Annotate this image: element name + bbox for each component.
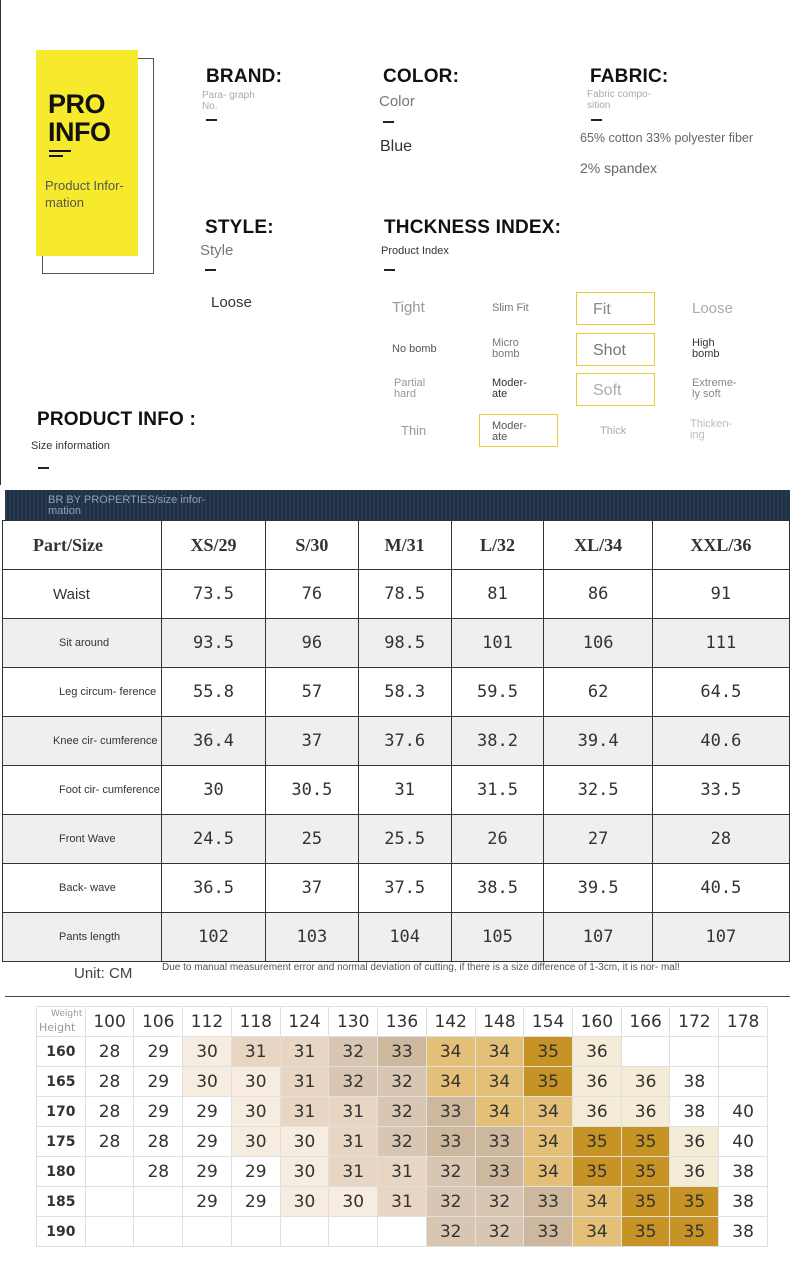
weight-header-cell: 118	[231, 1007, 280, 1037]
thickness-tight: Tight	[392, 299, 425, 316]
size-cell: 31	[358, 766, 451, 815]
pro-info-box	[36, 50, 138, 256]
size-cell: 93.5	[162, 619, 266, 668]
size-recommendation-cell: 40	[719, 1097, 768, 1127]
wh-row	[37, 1097, 768, 1127]
size-cell: 62	[544, 668, 652, 717]
size-recommendation-cell: 32	[475, 1187, 524, 1217]
size-cell: 107	[544, 913, 652, 962]
size-recommendation-cell: 30	[280, 1157, 329, 1187]
header-cell: S/30	[265, 521, 358, 570]
size-cell: 105	[451, 913, 544, 962]
product-info-dash	[38, 467, 49, 469]
size-recommendation-cell: 28	[85, 1127, 134, 1157]
size-recommendation-cell: 38	[670, 1097, 719, 1127]
size-recommendation-cell: 36	[573, 1037, 622, 1067]
size-cell: 36.4	[162, 717, 266, 766]
size-cell: 76	[265, 570, 358, 619]
fabric-dash	[591, 119, 602, 121]
weight-header-cell: 112	[183, 1007, 232, 1037]
size-recommendation-cell	[85, 1217, 134, 1247]
weight-header-cell: 172	[670, 1007, 719, 1037]
part-label: Leg circum- ference	[3, 668, 162, 717]
size-recommendation-cell: 28	[85, 1037, 134, 1067]
size-cell: 24.5	[162, 815, 266, 864]
size-recommendation-cell: 28	[85, 1067, 134, 1097]
header-cell: L/32	[451, 521, 544, 570]
part-label: Sit around	[3, 619, 162, 668]
color-label: COLOR:	[383, 66, 460, 87]
thickness-extremely-soft: Extreme- ly soft	[692, 377, 737, 400]
thickness-moderate2-box	[479, 414, 558, 447]
size-recommendation-cell: 34	[524, 1097, 573, 1127]
weight-height-table	[36, 1006, 768, 1247]
size-cell: 38.5	[451, 864, 544, 913]
size-recommendation-cell: 34	[573, 1217, 622, 1247]
weight-header-cell: 136	[378, 1007, 427, 1037]
wh-header-row	[37, 1007, 768, 1037]
height-label: 175	[37, 1127, 86, 1157]
size-recommendation-cell	[719, 1037, 768, 1067]
size-recommendation-cell: 30	[280, 1187, 329, 1217]
size-cell: 30.5	[265, 766, 358, 815]
thickness-moderate2: Moder- ate	[492, 420, 527, 443]
size-recommendation-cell: 34	[426, 1037, 475, 1067]
size-recommendation-cell: 35	[573, 1157, 622, 1187]
color-sub: Color	[379, 93, 415, 110]
size-recommendation-cell: 30	[231, 1067, 280, 1097]
weight-header-cell: 106	[134, 1007, 183, 1037]
size-recommendation-cell: 30	[231, 1127, 280, 1157]
size-recommendation-cell: 31	[329, 1157, 378, 1187]
table-row	[3, 570, 790, 619]
style-label: STYLE:	[205, 217, 274, 238]
size-recommendation-cell: 33	[524, 1187, 573, 1217]
size-recommendation-cell: 29	[183, 1157, 232, 1187]
product-info-sub: Size information	[31, 440, 110, 452]
fabric-sub: Fabric compo- sition	[587, 89, 651, 111]
pro-title-line1: PRO	[48, 89, 106, 119]
size-recommendation-cell: 38	[719, 1157, 768, 1187]
wh-row	[37, 1187, 768, 1217]
thickness-label: THCKNESS INDEX:	[384, 217, 562, 238]
size-cell: 38.2	[451, 717, 544, 766]
thickness-soft-box	[576, 373, 655, 406]
size-cell: 102	[162, 913, 266, 962]
size-recommendation-cell	[280, 1217, 329, 1247]
thickness-shot: Shot	[593, 342, 626, 359]
size-cell: 58.3	[358, 668, 451, 717]
unit-label: Unit: CM	[74, 965, 133, 982]
size-cell: 57	[265, 668, 358, 717]
size-recommendation-cell: 34	[475, 1097, 524, 1127]
size-cell: 33.5	[652, 766, 789, 815]
pro-info-title	[48, 90, 111, 146]
size-recommendation-cell: 38	[719, 1217, 768, 1247]
part-label: Foot cir- cumference	[3, 766, 162, 815]
thickness-micro-bomb: Micro bomb	[492, 337, 520, 360]
pro-dash	[49, 150, 71, 152]
size-recommendation-cell: 32	[426, 1187, 475, 1217]
thickness-thin: Thin	[401, 423, 427, 438]
fabric-line2: 2% spandex	[580, 160, 658, 176]
size-table-header	[3, 521, 790, 570]
size-recommendation-cell: 32	[378, 1127, 427, 1157]
size-recommendation-cell: 34	[426, 1067, 475, 1097]
header-cell: Part/Size	[3, 521, 162, 570]
size-recommendation-cell	[378, 1217, 427, 1247]
part-label: Front Wave	[3, 815, 162, 864]
thickness-thickening: Thicken- ing	[690, 418, 733, 441]
wh-row	[37, 1067, 768, 1097]
size-recommendation-cell: 38	[719, 1187, 768, 1217]
size-cell: 40.6	[652, 717, 789, 766]
size-recommendation-cell: 40	[719, 1127, 768, 1157]
size-recommendation-cell	[85, 1187, 134, 1217]
wh-row	[37, 1217, 768, 1247]
table-row	[3, 766, 790, 815]
size-cell: 106	[544, 619, 652, 668]
size-cell: 30	[162, 766, 266, 815]
height-label: 180	[37, 1157, 86, 1187]
size-recommendation-cell: 33	[378, 1037, 427, 1067]
size-recommendation-cell	[134, 1217, 183, 1247]
style-value: Loose	[211, 294, 252, 311]
size-cell: 36.5	[162, 864, 266, 913]
size-cell: 73.5	[162, 570, 266, 619]
thickness-slim-fit: Slim Fit	[492, 302, 529, 314]
size-recommendation-cell: 30	[183, 1037, 232, 1067]
size-recommendation-cell: 28	[134, 1157, 183, 1187]
size-cell: 101	[451, 619, 544, 668]
size-recommendation-cell: 30	[231, 1097, 280, 1127]
size-recommendation-cell: 29	[183, 1097, 232, 1127]
thickness-dash	[384, 269, 395, 271]
thickness-sub: Product Index	[381, 245, 449, 257]
size-recommendation-cell: 35	[670, 1217, 719, 1247]
thickness-moderate: Moder- ate	[492, 377, 527, 400]
table-row	[3, 913, 790, 962]
size-recommendation-cell: 29	[134, 1067, 183, 1097]
pro-subtitle: Product Infor- mation	[45, 178, 124, 210]
size-cell: 32.5	[544, 766, 652, 815]
size-recommendation-cell: 30	[329, 1187, 378, 1217]
size-recommendation-cell	[183, 1217, 232, 1247]
size-cell: 81	[451, 570, 544, 619]
size-recommendation-cell: 29	[183, 1127, 232, 1157]
wh-corner	[37, 1007, 86, 1037]
size-recommendation-cell	[670, 1037, 719, 1067]
size-recommendation-cell: 32	[378, 1097, 427, 1127]
size-cell: 39.5	[544, 864, 652, 913]
size-cell: 37	[265, 717, 358, 766]
thickness-high-bomb: High bomb	[692, 337, 720, 360]
size-recommendation-cell: 35	[621, 1157, 670, 1187]
weight-header-cell: 160	[573, 1007, 622, 1037]
weight-header-cell: 178	[719, 1007, 768, 1037]
table-row	[3, 668, 790, 717]
size-recommendation-cell: 32	[426, 1217, 475, 1247]
height-label: 190	[37, 1217, 86, 1247]
size-recommendation-cell: 31	[329, 1097, 378, 1127]
pro-dash-short	[49, 155, 63, 157]
size-recommendation-cell: 32	[475, 1217, 524, 1247]
size-cell: 37.5	[358, 864, 451, 913]
wh-row	[37, 1037, 768, 1067]
size-cell: 55.8	[162, 668, 266, 717]
weight-header-cell: 130	[329, 1007, 378, 1037]
height-label: 160	[37, 1037, 86, 1067]
size-recommendation-cell: 34	[573, 1187, 622, 1217]
thickness-thick: Thick	[600, 425, 627, 437]
size-recommendation-cell: 33	[426, 1097, 475, 1127]
size-recommendation-cell: 35	[573, 1127, 622, 1157]
color-value: Blue	[380, 138, 413, 155]
corner-height-label: Height	[39, 1021, 76, 1034]
size-recommendation-cell: 34	[475, 1067, 524, 1097]
thickness-fit-box	[576, 292, 655, 325]
weight-header-cell: 100	[85, 1007, 134, 1037]
size-recommendation-cell: 36	[573, 1067, 622, 1097]
part-label: Knee cir- cumference	[3, 717, 162, 766]
size-recommendation-cell: 31	[329, 1127, 378, 1157]
size-cell: 25.5	[358, 815, 451, 864]
size-cell: 86	[544, 570, 652, 619]
size-recommendation-cell: 35	[621, 1187, 670, 1217]
pro-title-line2: INFO	[48, 117, 111, 147]
size-recommendation-cell: 29	[231, 1157, 280, 1187]
fabric-label: FABRIC:	[590, 66, 669, 87]
product-info-label: PRODUCT INFO :	[37, 409, 197, 430]
weight-header-cell: 124	[280, 1007, 329, 1037]
size-recommendation-cell: 36	[573, 1097, 622, 1127]
style-sub: Style	[200, 242, 234, 259]
size-recommendation-cell: 31	[280, 1097, 329, 1127]
size-recommendation-cell: 31	[378, 1157, 427, 1187]
size-recommendation-cell: 32	[426, 1157, 475, 1187]
banner-text: BR BY PROPERTIES/size infor- mation	[48, 494, 206, 517]
size-cell: 37	[265, 864, 358, 913]
style-dash	[205, 269, 216, 271]
size-cell: 98.5	[358, 619, 451, 668]
size-table	[2, 520, 790, 962]
weight-header-cell: 142	[426, 1007, 475, 1037]
size-recommendation-cell: 36	[670, 1127, 719, 1157]
size-cell: 91	[652, 570, 789, 619]
thickness-fit: Fit	[593, 301, 611, 318]
size-cell: 27	[544, 815, 652, 864]
size-cell: 64.5	[652, 668, 789, 717]
header-cell: M/31	[358, 521, 451, 570]
size-cell: 107	[652, 913, 789, 962]
size-cell: 111	[652, 619, 789, 668]
size-recommendation-cell: 33	[426, 1127, 475, 1157]
size-cell: 103	[265, 913, 358, 962]
size-cell: 37.6	[358, 717, 451, 766]
part-label: Pants length	[3, 913, 162, 962]
weight-header-cell: 166	[621, 1007, 670, 1037]
size-cell: 26	[451, 815, 544, 864]
fabric-line1: 65% cotton 33% polyester fiber	[580, 131, 754, 145]
size-recommendation-cell: 35	[621, 1217, 670, 1247]
size-cell: 78.5	[358, 570, 451, 619]
header-cell: XXL/36	[652, 521, 789, 570]
size-recommendation-cell	[621, 1037, 670, 1067]
height-label: 185	[37, 1187, 86, 1217]
table-row	[3, 815, 790, 864]
thickness-no-bomb: No bomb	[392, 343, 437, 355]
size-recommendation-cell: 28	[85, 1097, 134, 1127]
size-recommendation-cell	[134, 1187, 183, 1217]
height-label: 165	[37, 1067, 86, 1097]
size-recommendation-cell	[85, 1157, 134, 1187]
size-recommendation-cell: 35	[524, 1037, 573, 1067]
header-cell: XS/29	[162, 521, 266, 570]
size-cell: 31.5	[451, 766, 544, 815]
thickness-partial-hard: Partial hard	[394, 377, 426, 400]
header-cell: XL/34	[544, 521, 652, 570]
size-recommendation-cell: 32	[329, 1037, 378, 1067]
table-row	[3, 717, 790, 766]
part-label: Waist	[3, 570, 162, 619]
size-recommendation-cell: 29	[134, 1037, 183, 1067]
weight-header-cell: 148	[475, 1007, 524, 1037]
size-recommendation-cell: 34	[475, 1037, 524, 1067]
wh-row	[37, 1157, 768, 1187]
part-label: Back- wave	[3, 864, 162, 913]
size-recommendation-cell: 38	[670, 1067, 719, 1097]
size-recommendation-cell: 33	[475, 1157, 524, 1187]
size-recommendation-cell: 31	[231, 1037, 280, 1067]
size-recommendation-cell: 32	[378, 1067, 427, 1097]
size-recommendation-cell: 35	[621, 1127, 670, 1157]
size-cell: 96	[265, 619, 358, 668]
size-recommendation-cell: 36	[621, 1067, 670, 1097]
brand-dash	[206, 119, 217, 121]
size-recommendation-cell: 30	[280, 1127, 329, 1157]
size-recommendation-cell: 29	[134, 1097, 183, 1127]
size-recommendation-cell: 35	[524, 1067, 573, 1097]
size-recommendation-cell	[329, 1217, 378, 1247]
brand-label: BRAND:	[206, 66, 283, 87]
wh-row	[37, 1127, 768, 1157]
weight-header-cell: 154	[524, 1007, 573, 1037]
table-row	[3, 864, 790, 913]
size-recommendation-cell: 35	[670, 1187, 719, 1217]
size-cell: 59.5	[451, 668, 544, 717]
table-row	[3, 619, 790, 668]
size-recommendation-cell: 34	[524, 1127, 573, 1157]
size-recommendation-cell: 36	[621, 1097, 670, 1127]
divider	[5, 996, 790, 997]
size-recommendation-cell: 34	[524, 1157, 573, 1187]
size-recommendation-cell: 30	[183, 1067, 232, 1097]
size-cell: 28	[652, 815, 789, 864]
size-recommendation-cell	[231, 1217, 280, 1247]
corner-weight-label: Weight	[51, 1009, 83, 1019]
size-cell: 25	[265, 815, 358, 864]
size-recommendation-cell: 36	[670, 1157, 719, 1187]
thickness-loose: Loose	[692, 300, 733, 317]
size-recommendation-cell	[719, 1067, 768, 1097]
left-border-line	[0, 0, 1, 485]
size-recommendation-cell: 28	[134, 1127, 183, 1157]
thickness-soft: Soft	[593, 382, 622, 399]
size-recommendation-cell: 33	[524, 1217, 573, 1247]
size-recommendation-cell: 33	[475, 1127, 524, 1157]
size-cell: 40.5	[652, 864, 789, 913]
height-label: 170	[37, 1097, 86, 1127]
size-cell: 39.4	[544, 717, 652, 766]
size-recommendation-cell: 31	[378, 1187, 427, 1217]
size-recommendation-cell: 29	[231, 1187, 280, 1217]
size-cell: 104	[358, 913, 451, 962]
size-recommendation-cell: 31	[280, 1037, 329, 1067]
thickness-shot-box	[576, 333, 655, 366]
color-dash	[383, 121, 394, 123]
size-recommendation-cell: 31	[280, 1067, 329, 1097]
measurement-note: Due to manual measurement error and normal deviation of cutting, if there is a size difference of 1-3cm, it is nor- mal!	[162, 962, 680, 973]
brand-sub: Para- graph No.	[202, 90, 255, 112]
size-recommendation-cell: 29	[183, 1187, 232, 1217]
size-recommendation-cell: 32	[329, 1067, 378, 1097]
